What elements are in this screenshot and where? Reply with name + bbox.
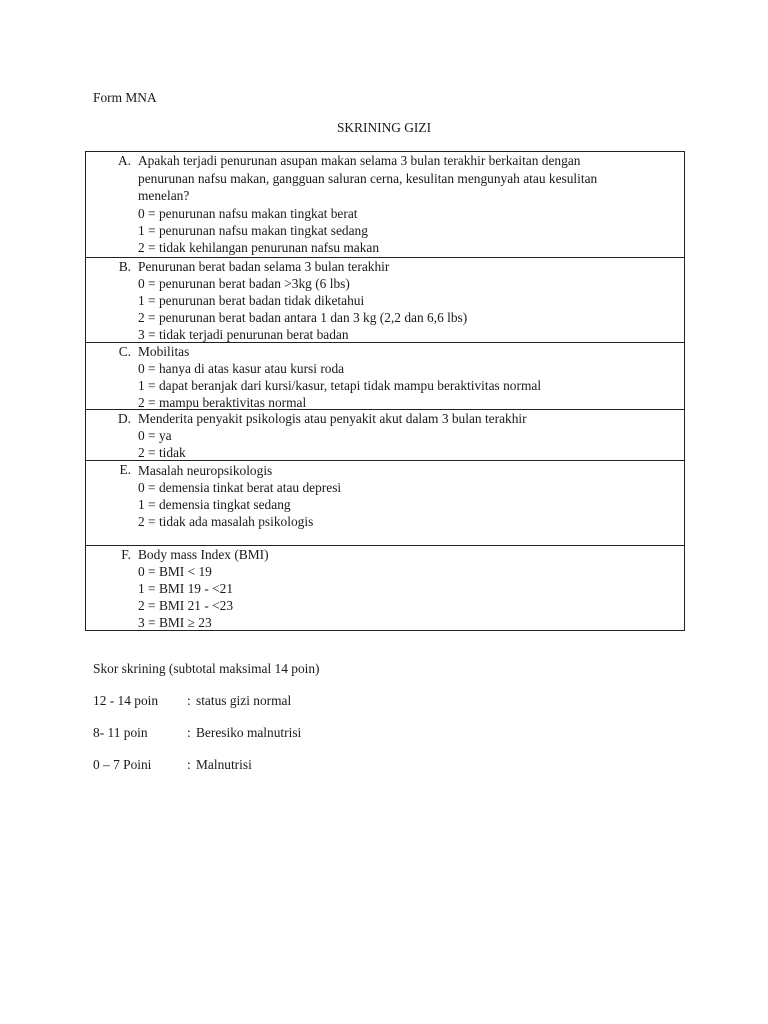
criteria-row-e [86, 460, 684, 545]
criteria-row-d [86, 409, 684, 460]
option: 1 = penurunan nafsu makan tingkat sedang [138, 222, 368, 238]
option: 0 = penurunan nafsu makan tingkat berat [138, 205, 358, 221]
criteria-row-a [86, 152, 684, 257]
score-range: 12 - 14 poin [93, 693, 159, 708]
criteria-letter: D. [117, 411, 131, 426]
option: 2 = penurunan berat badan antara 1 dan 3 kg (2,2 dan 6,6 lbs) [138, 310, 468, 325]
criteria-letter: B. [118, 259, 131, 274]
criteria-content [138, 410, 680, 460]
criteria-letter: A. [117, 153, 131, 168]
option: 3 = tidak terjadi penurunan berat badan [138, 327, 349, 342]
score-summary-title: Skor skrining (subtotal maksimal 14 poin) [93, 661, 320, 676]
criteria-content [138, 152, 680, 257]
criteria-content [138, 546, 680, 630]
option: 1 = penurunan berat badan tidak diketahui [138, 293, 365, 308]
criteria-row-f [86, 545, 684, 630]
option: 0 = BMI < 19 [138, 564, 212, 579]
score-label: status gizi normal [196, 693, 292, 708]
option: 1 = demensia tingkat sedang [138, 497, 291, 512]
question-line: penurunan nafsu makan, gangguan saluran cerna, kesulitan mengunyah atau kesulitan [138, 170, 598, 186]
option: 0 = demensia tinkat berat atau depresi [138, 480, 342, 495]
option: 2 = tidak kehilangan penurunan nafsu makan [138, 239, 380, 255]
question-line: Masalah neuropsikologis [138, 463, 273, 478]
option: 2 = tidak ada masalah psikologis [138, 514, 314, 529]
option: 3 = BMI ≥ 23 [138, 615, 212, 630]
criteria-row-b [86, 257, 684, 342]
question-line: Mobilitas [138, 344, 190, 359]
criteria-letter: F. [121, 547, 131, 562]
question-line: Apakah terjadi penurunan asupan makan selama 3 bulan terakhir berkaitan dengan [138, 153, 581, 168]
criteria-letter: E. [119, 462, 131, 477]
score-separator: : [187, 757, 191, 772]
score-range: 8- 11 poin [93, 725, 148, 740]
criteria-letter: C. [118, 344, 131, 359]
form-label: Form MNA [93, 90, 157, 105]
option: 1 = BMI 19 - <21 [138, 581, 234, 596]
option: 2 = mampu beraktivitas normal [138, 395, 307, 410]
option: 2 = tidak [138, 445, 186, 460]
option: 0 = ya [138, 428, 172, 443]
option: 0 = penurunan berat badan >3kg (6 lbs) [138, 276, 350, 291]
question-line: Body mass Index (BMI) [138, 547, 269, 562]
question-line: Menderita penyakit psikologis atau penyakit akut dalam 3 bulan terakhir [138, 411, 527, 426]
score-category-risk [93, 724, 301, 741]
question-line: Penurunan berat badan selama 3 bulan terakhir [138, 259, 390, 274]
page-title: SKRINING GIZI [336, 120, 432, 135]
option: 1 = dapat beranjak dari kursi/kasur, tetapi tidak mampu beraktivitas normal [138, 378, 542, 393]
score-category-malnutrition [93, 756, 252, 773]
criteria-content [138, 343, 680, 409]
criteria-content [138, 258, 680, 342]
criteria-row-c [86, 342, 684, 409]
option: 0 = hanya di atas kasur atau kursi roda [138, 361, 345, 376]
question-line: menelan? [138, 188, 190, 203]
score-label: Beresiko malnutrisi [196, 725, 302, 740]
score-separator: : [187, 725, 191, 740]
score-category-normal [93, 692, 291, 709]
score-separator: : [187, 693, 191, 708]
criteria-table [85, 151, 685, 631]
score-label: Malnutrisi [196, 757, 252, 772]
criteria-content [138, 461, 680, 545]
option: 2 = BMI 21 - <23 [138, 598, 234, 613]
score-range: 0 – 7 Poini [93, 757, 152, 772]
